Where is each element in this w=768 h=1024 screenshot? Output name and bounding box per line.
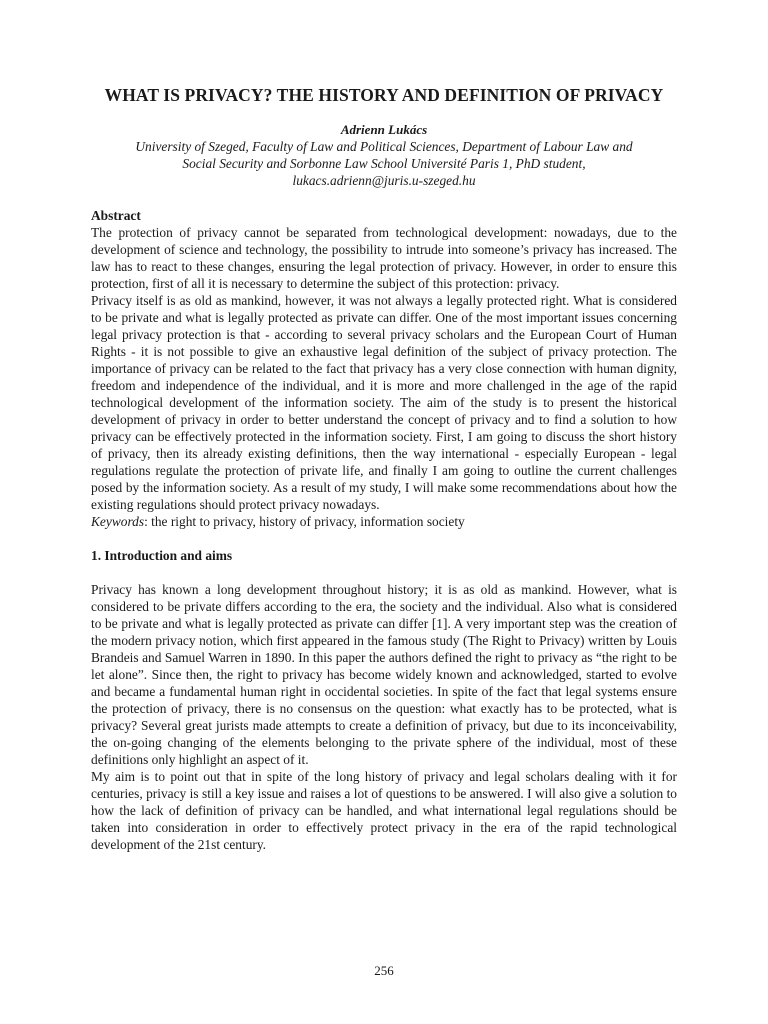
author-name: Adrienn Lukács — [340, 122, 428, 137]
keywords-label: Keywords — [91, 514, 145, 529]
paper-title: WHAT IS PRIVACY? THE HISTORY AND DEFINITION OF PRIVACY — [104, 85, 664, 105]
page-number: 256 — [374, 963, 394, 978]
abstract-paragraph-1: The protection of privacy cannot be separated from technological development: nowadays, due to the development of science and technology, the possibility to intrude into someone’s privacy has increased. The law has to react to these changes, ensuring the legal protection of privacy. However, in order to ensure this protection, first of all it is necessary to determine the subject of this protection: privacy. — [91, 225, 677, 291]
keywords — [91, 513, 677, 530]
keywords-list: : the right to privacy, history of privacy, information society — [144, 514, 465, 529]
paper-page — [91, 84, 677, 853]
affiliation-line-2: Social Security and Sorbonne Law School Université Paris 1, PhD student, — [182, 156, 586, 171]
author-email: lukacs.adrienn@juris.u-szeged.hu — [292, 173, 476, 188]
abstract-paragraph-2: Privacy itself is as old as mankind, however, it was not always a legally protected right. What is considered to be private and what is legally protected as private can differ. One of the most important issues concerning legal privacy protection is that - according to several privacy scholars and the European Court of Human Rights - it is not possible to give an exhaustive legal definition of the subject of privacy protection. The importance of privacy can be related to the fact that privacy has a very close connection with human dignity, freedom and independence of the individual, and it is more and more challenged in the age of the rapid technological development of the information society. The aim of the study is to present the historical development of privacy in order to better understand the concept of privacy and to find a solution to how privacy can be effectively protected in the information society. First, I am going to discuss the short history of privacy, then its already existing definitions, then the way international - especially European - legal regulations regulate the protection of private life, and finally I am going to outline the current challenges posed by the information society. As a result of my study, I will make some recommendations about how the existing regulations should protect privacy nowadays. — [91, 293, 677, 512]
affiliation-line-1: University of Szeged, Faculty of Law and Political Sciences, Department of Labour Law and — [135, 139, 633, 154]
abstract-heading: Abstract — [91, 208, 141, 223]
section-heading-introduction: 1. Introduction and aims — [91, 548, 233, 563]
introduction-paragraph-2: My aim is to point out that in spite of the long history of privacy and legal scholars dealing with it for centuries, privacy is still a key issue and raises a lot of questions to be answered. I will also give a solution to how the lack of definition of privacy can be handled, and what international legal regulations should be taken into consideration in order to effectively protect privacy in the era of the rapid technological development of the 21st century. — [91, 769, 677, 852]
introduction-paragraph-1: Privacy has known a long development throughout history; it is as old as mankind. However, what is considered to be private differs according to the era, the society and the individual. Also what is considered to be private and what is legally protected as private can differ [1]. A very important step was the creation of the modern privacy notion, which first appeared in the famous study (The Right to Privacy) written by Louis Brandeis and Samuel Warren in 1890. In this paper the authors defined the right to privacy as “the right to be let alone”. Since then, the right to privacy has become widely known and acknowledged, started to evolve and became a fundamental human right in occidental societies. In spite of the fact that legal systems ensure the protection of privacy, there is no consensus on the question: what exactly has to be protected, what is privacy? Several great jurists made attempts to create a definition of privacy, but due to its inconceivability, the on-going changing of the elements belonging to the private sphere of the individual, most of these definitions only highlight an aspect of it. — [91, 582, 677, 767]
